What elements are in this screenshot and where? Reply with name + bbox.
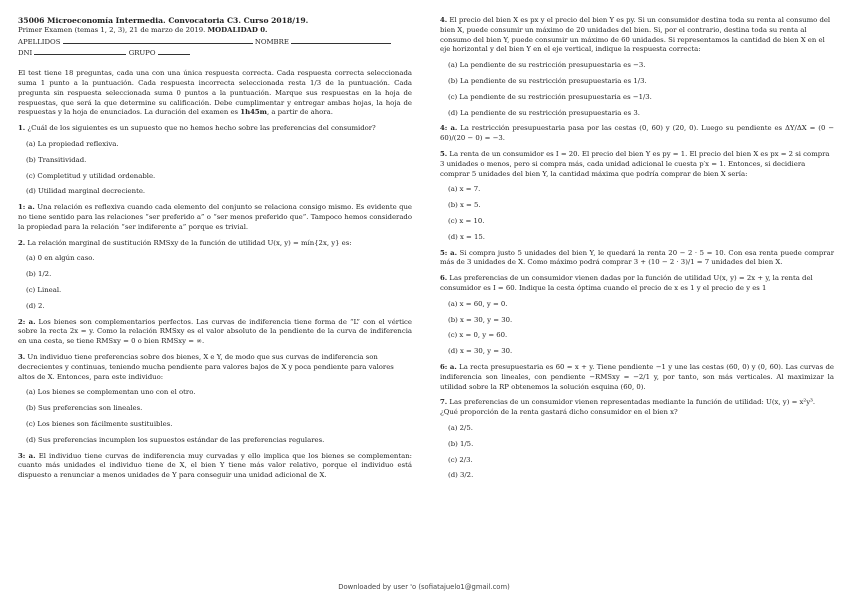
nombre-field[interactable] [291,36,391,44]
answer-2 [18,318,412,347]
question-6 [440,274,834,294]
option-b[interactable]: (b) Sus preferencias son lineales. [26,404,143,413]
option-c[interactable]: (c) Completitud y utilidad ordenable. [26,171,156,180]
exam-modality: MODALIDAD 0. [207,25,268,34]
option-a[interactable]: (a) 2/5. [448,423,473,432]
dni-field[interactable] [34,47,126,55]
left-column [18,16,412,481]
question-number: 5. [440,149,448,158]
option-d[interactable]: (d) Sus preferencias incumplen los supuestos estándar de las preferencias regulares. [26,435,325,444]
answer-text: El individuo tiene curvas de indiferencia muy curvadas y ello implica que los bienes se complementan: cuanto más unidades el individuo tiene de X, el bien Y tiene más valor relativo, porque el individuo está dispuesto a renunciar a menos unidades de Y para conseguir una unidad adicional de X. [18,451,412,480]
exam-title: 35006 Microeconomía Intermedia. Convocatoria C3. Curso 2018/19. [18,16,309,25]
answer-6 [440,363,834,392]
question-text: El precio del bien X es px y el precio del bien Y es py. Si un consumidor destina toda su renta al consumo del bien X, puede consumir un máximo de 20 unidades del bien. Si, por el contrario, destina toda su renta al consumo del bien Y, puede consumir un máximo de 60 unidades. Si representamos la cantidad de bien X en el eje horizontal y del bien Y en el eje vertical, indique la respuesta correcta: [440,16,831,54]
answer-text: Si compra justo 5 unidades del bien Y, le quedará la renta 20 − 2 · 5 = 10. Con esa renta puede comprar más de 3 unidades de X. Como máximo podrá comprar 3 + (10 − 2 · 3)/1 = 7 unidades del bien X. [440,248,834,267]
question-7 [440,398,834,418]
question-text: Las preferencias de un consumidor vienen representadas mediante la función de utilidad: U(x, y) = x²y³. ¿Qué proporción de la renta gastará dicho consumidor en el bien x? [440,398,816,417]
answer-label: 2: a. [18,317,36,326]
option-b[interactable]: (b) La pendiente de su restricción presupuestaria es 1/3. [448,76,647,85]
option-d[interactable]: (d) x = 15. [448,232,485,241]
option-b[interactable]: (b) 1/5. [448,439,474,448]
option-a[interactable]: (a) La propiedad reflexiva. [26,139,119,148]
question-3 [18,353,412,382]
question-2 [18,239,412,249]
instructions-end: , a partir de ahora. [266,108,333,117]
exam-duration: 1h45m [240,108,267,117]
question-text: Las preferencias de un consumidor vienen dadas por la función de utilidad U(x, y) = 2x + y, la renta del consumidor es I = 60. Indique la cesta óptima cuando el precio de x es 1 y el precio de y es 1 [440,274,813,292]
right-column [440,16,834,481]
option-a[interactable]: (a) Los bienes se complementan uno con el otro. [26,388,196,397]
option-c[interactable]: (c) Lineal. [26,285,62,294]
id-fields-row [18,47,412,59]
question-4 [440,16,834,55]
question-text: La renta de un consumidor es I = 20. El precio del bien Y es py = 1. El precio del bien X es px = 2 si compra 3 unidades o menos, pero si compra más, cada unidad adicional le cuesta p′x = 1. Entonces, si decidiera comprar 5 unidades del bien Y, la cantidad máxima que podría comprar de bien X sería: [440,149,830,178]
answer-label: 3: a. [18,451,36,460]
option-a[interactable]: (a) La pendiente de su restricción presupuestaria es −3. [448,61,646,70]
question-1 [18,124,412,134]
option-c[interactable]: (c) 2/3. [448,455,473,464]
question-text: ¿Cuál de los siguientes es un supuesto que no hemos hecho sobre las preferencias del consumidor? [27,124,376,133]
grupo-label: GRUPO [128,49,156,58]
name-fields-row [18,36,412,48]
answer-text: Los bienes son complementarios perfectos. Las curvas de indiferencia tiene forma de “L” con el vértice sobre la recta 2x = y. Como la relación RMSxy es el valor absoluto de la pendiente de la curva de indiferencia en una cesta, se tiene RMSxy = 0 o bien RMSxy = ∞. [18,317,412,346]
answer-text: Una relación es reflexiva cuando cada elemento del conjunto se relaciona consigo mismo. Es evidente que no tiene sentido para las relaciones “ser preferido a” o “ser menos preferido que”. Tampoco hemos considerado la propiedad para la relación “ser indiferente a” porque es trivial. [18,203,412,231]
download-footer: Downloaded by user 'o (sofiatajuelo1@gmail.com) [338,583,510,591]
answer-text: La recta presupuestaria es 60 = x + y. Tiene pendiente −1 y une las cestas (60, 0) y (0, 60). Las curvas de indiferencia son lineales, con pendiente −RMSxy = −2/1 y, por tanto, son más verticales. Al maximizar la utilidad sobre la RP obtenemos la solución esquina (60, 0). [440,362,834,391]
instructions-text: El test tiene 18 preguntas, cada una con una única respuesta correcta. Cada respuesta correcta seleccionada suma 1 punto a la puntuación. Cada respuesta incorrecta seleccionada resta 1/3 de la puntuación. Cada pregunta sin respuesta seleccionada suma 0 puntos a la puntuación. Marque sus respuestas en la hoja de respuestas, que será la que determine su calificación. Debe cumplimentar y entregar ambas hojas, la hoja de respuestas y la hoja de enunciados. La duración del examen es [18,69,412,117]
answer-1 [18,203,412,232]
answer-label: 6: a. [440,362,457,371]
option-c[interactable]: (c) x = 0, y = 60. [448,331,508,340]
option-c[interactable]: (c) La pendiente de su restricción presupuestaria es −1/3. [448,92,652,101]
exam-subtitle [18,26,412,36]
exam-subtitle-text: Primer Examen (temas 1, 2, 3), 21 de marzo de 2019. [18,25,206,34]
question-text: Un individuo tiene preferencias sobre dos bienes, X e Y, de modo que sus curvas de indiferencia son decrecientes y continuas, teniendo mucha pendiente para valores bajos de X y poca pendiente para valores altos de X. Entonces, para este individuo: [18,352,394,381]
option-d[interactable]: (d) Utilidad marginal decreciente. [26,187,146,196]
option-d[interactable]: (d) La pendiente de su restricción presupuestaria es 3. [448,108,640,117]
option-a[interactable]: (a) x = 7. [448,185,481,194]
option-b[interactable]: (b) x = 30, y = 30. [448,315,513,324]
option-b[interactable]: (b) 1/2. [26,270,52,279]
answer-label: 4: a. [440,124,458,133]
question-number: 2. [18,238,26,247]
answer-4 [440,124,834,144]
question-number: 7. [440,398,448,407]
option-c[interactable]: (c) x = 10. [448,216,485,225]
option-b[interactable]: (b) x = 5. [448,201,481,210]
option-d[interactable]: (d) 3/2. [448,471,474,480]
answer-label: 1: a. [18,203,35,212]
option-a[interactable]: (a) x = 60, y = 0. [448,299,508,308]
answer-5 [440,249,834,269]
option-c[interactable]: (c) Los bienes son fácilmente sustituibles. [26,419,173,428]
grupo-field[interactable] [158,47,190,55]
option-b[interactable]: (b) Transitividad. [26,155,87,164]
nombre-label: NOMBRE [254,37,289,46]
answer-text: La restricción presupuestaria pasa por las cestas (0, 60) y (20, 0). Luego su pendiente es ΔY/ΔX = (0 − 60)/(20 − 0) = −3. [440,124,834,143]
question-number: 1. [18,124,26,133]
question-number: 4. [440,16,448,24]
question-number: 3. [18,352,26,361]
apellidos-label: APELLIDOS [18,37,61,46]
dni-label: DNI [18,49,33,58]
instructions [18,69,412,118]
answer-3 [18,452,412,481]
answer-label: 5: a. [440,248,457,257]
option-d[interactable]: (d) 2. [26,301,45,310]
apellidos-field[interactable] [63,36,253,44]
question-number: 6. [440,274,448,283]
option-d[interactable]: (d) x = 30, y = 30. [448,347,513,356]
question-5 [440,150,834,179]
option-a[interactable]: (a) 0 en algún caso. [26,254,95,263]
question-text: La relación marginal de sustitución RMSxy de la función de utilidad U(x, y) = mín{2x, y} es: [27,238,352,247]
